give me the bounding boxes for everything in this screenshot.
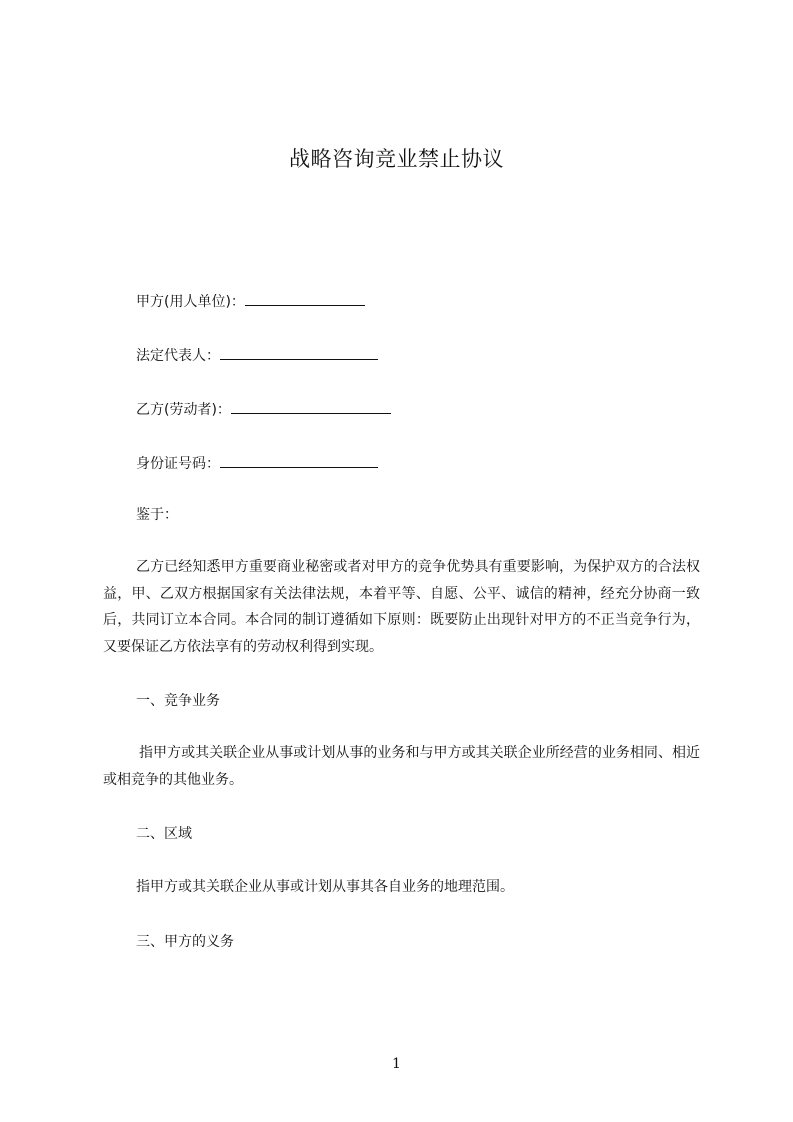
preamble-paragraph: 乙方已经知悉甲方重要商业秘密或者对甲方的竞争优势具有重要影响，为保护双方的合法权益，甲、乙双方根据国家有关法律法规，本着平等、自愿、公平、诚信的精神，经充分协商一致后，共同订立本合同。本合同的制订遵循如下原则：既要防止出现针对甲方的不正当竞争行为，又要保证乙方依法享有的劳动权利得到实现。 [103, 559, 700, 655]
legal-rep-blank-line [220, 345, 378, 360]
party-a-field [136, 291, 365, 312]
id-number-label: 身份证号码： [136, 456, 220, 472]
legal-rep-label: 法定代表人： [136, 348, 220, 364]
section-body-1: 指甲方或其关联企业从事或计划从事的业务和与甲方或其关联企业所经营的业务相同、相近或相竞争的其他业务。 [103, 745, 700, 788]
legal-rep-field [136, 345, 378, 366]
id-number-field [136, 453, 378, 474]
party-b-label: 乙方(劳动者)： [136, 402, 231, 418]
party-a-blank-line [245, 291, 365, 306]
party-b-blank-line [231, 399, 391, 414]
party-b-field [136, 399, 391, 420]
section-body-2: 指甲方或其关联企业从事或计划从事其各自业务的地理范围。 [136, 879, 514, 895]
section-heading-1: 一、竞争业务 [136, 693, 220, 709]
party-a-label: 甲方(用人单位)： [136, 294, 245, 310]
section-heading-3: 三、甲方的义务 [136, 934, 234, 950]
whereas-label: 鉴于： [136, 507, 178, 523]
id-number-blank-line [220, 453, 378, 468]
section-heading-2: 二、区域 [136, 826, 192, 842]
document-title: 战略咨询竞业禁止协议 [289, 147, 504, 171]
page-number: 1 [392, 1056, 401, 1072]
